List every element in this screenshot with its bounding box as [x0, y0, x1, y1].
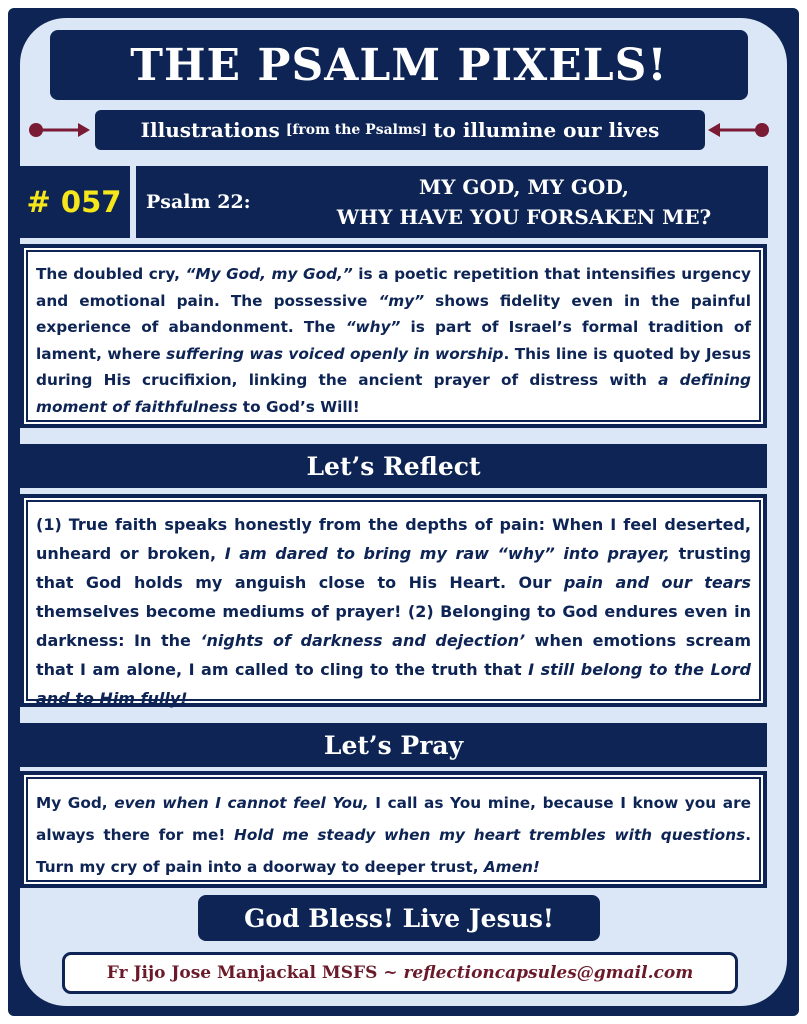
pray-emphasis-1: even when I cannot feel You, — [114, 794, 369, 812]
reflect-emphasis-4: I still belong to the Lord and to Him fully! — [36, 660, 751, 708]
page-title: THE PSALM PIXELS! — [130, 39, 668, 91]
reflect-text-3: themselves become mediums of prayer! (2) Belonging to God endures even in darkness: In the — [36, 602, 751, 650]
psalm-number: # 057 — [26, 185, 122, 219]
intro-emphasis-3: “why” — [345, 318, 401, 336]
subtitle-banner — [95, 110, 705, 150]
intro-emphasis-1: “My God, my God,” — [185, 265, 353, 283]
pray-paragraph — [36, 787, 751, 883]
subtitle-text-end: to illumine our lives — [433, 118, 660, 142]
psalm-title — [284, 172, 764, 232]
intro-text-2: is a poetic repetition that intensifies urgency and emotional pain. The possessive — [36, 265, 751, 310]
title-banner — [50, 30, 748, 100]
intro-emphasis-4: suffering was voiced openly in worship — [166, 344, 504, 363]
pray-heading-bar — [20, 723, 767, 767]
author-name: Fr Jijo Jose Manjackal MSFS ~ — [106, 963, 398, 983]
reflect-text-4: when emotions scream that I am alone, I am called to cling to the truth that — [36, 631, 752, 679]
author-email[interactable]: reflectioncapsules@gmail.com — [403, 963, 694, 983]
reflect-text-box — [20, 494, 767, 707]
intro-text-6: to God’s Will! — [237, 397, 360, 416]
psalm-title-line-1: MY GOD, MY GOD, — [419, 175, 629, 199]
reflect-heading-bar — [20, 444, 767, 488]
blessing-text: God Bless! Live Jesus! — [244, 903, 554, 933]
reflect-emphasis-3: ‘nights of darkness and dejection’ — [200, 631, 526, 650]
arrow-right-icon — [28, 121, 90, 139]
blessing-banner — [198, 895, 600, 941]
intro-text-4: is part of Israel’s formal tradition of lament, where — [36, 318, 752, 363]
intro-text-3: shows fidelity even in the painful experience of abandonment. The — [36, 291, 751, 336]
psalm-title-line-2: WHY HAVE YOU FORSAKEN ME? — [336, 205, 712, 229]
arrow-left-icon — [708, 121, 770, 139]
intro-text-1: The doubled cry, — [36, 265, 186, 283]
pray-emphasis-2: Hold me steady when my heart trembles with questions — [234, 826, 746, 844]
intro-emphasis-5: a defining moment of faithfulness — [36, 371, 751, 416]
reflect-heading: Let’s Reflect — [306, 451, 481, 481]
reflect-text-2: trusting that God holds my anguish close to His Heart. Our — [36, 544, 752, 592]
psalm-heading — [136, 166, 768, 238]
subtitle-text-small: [from the Psalms] — [285, 122, 428, 138]
pray-emphasis-3: Amen! — [483, 858, 540, 876]
author-signature — [62, 952, 738, 994]
pray-heading: Let’s Pray — [323, 730, 464, 760]
intro-emphasis-2: “my” — [378, 291, 425, 310]
reflect-text-1: (1) True faith speaks honestly from the depths of pain: When I feel deserted, unheard or broken, — [36, 515, 751, 563]
reflect-paragraph — [36, 510, 751, 713]
psalm-number-badge — [18, 166, 130, 238]
subtitle-text-start: Illustrations — [140, 118, 280, 142]
reflect-emphasis-1: I am dared to bring my raw “why” into prayer, — [224, 544, 670, 563]
pray-text-box — [20, 771, 767, 888]
pray-text-2: I call as You mine, because I know you are always there for me! — [36, 794, 752, 844]
pray-text-3: . Turn my cry of pain into a doorway to deeper trust, — [36, 826, 751, 876]
intro-paragraph — [36, 261, 751, 420]
psalm-reference: Psalm 22: — [146, 191, 251, 213]
intro-text-box — [20, 244, 767, 428]
pray-text-1: My God, — [36, 794, 115, 812]
intro-text-5: . This line is quoted by Jesus during His crucifixion, linking the ancient prayer of distress with — [36, 344, 751, 389]
reflect-emphasis-2: pain and our tears — [563, 573, 751, 592]
